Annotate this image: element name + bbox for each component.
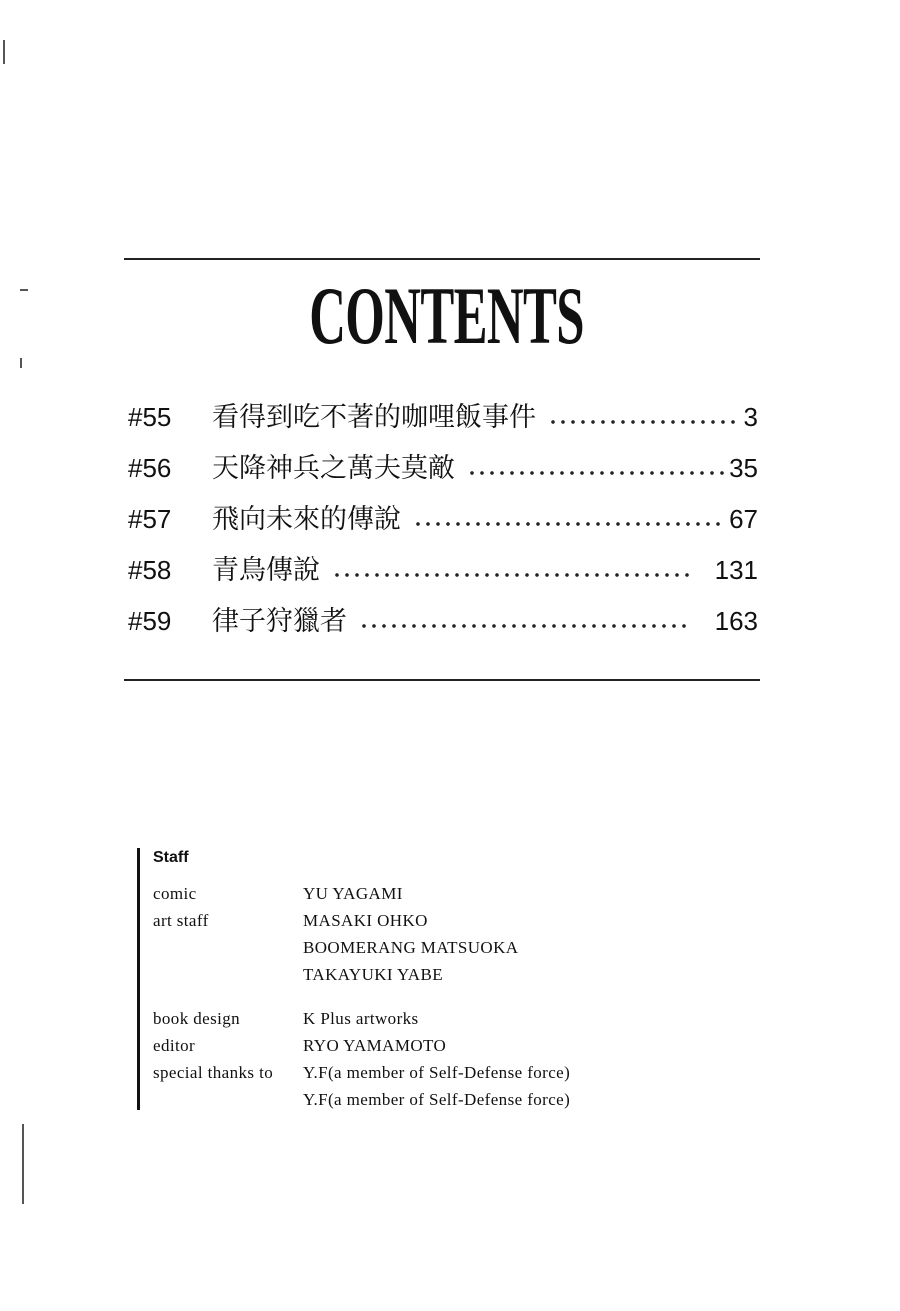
toc-entry[interactable] <box>128 494 758 545</box>
table-of-contents <box>128 392 758 647</box>
toc-entry[interactable] <box>128 545 758 596</box>
top-divider <box>124 258 760 260</box>
staff-credits <box>137 848 673 1110</box>
credit-name: MASAKI OHKO <box>303 911 428 930</box>
toc-entry[interactable] <box>128 596 758 647</box>
chapter-title: 天降神兵之萬夫莫敵 <box>212 453 455 484</box>
credit-editor <box>153 1032 673 1059</box>
credit-role: art staff <box>153 911 209 930</box>
credit-name: RYO YAMAMOTO <box>303 1036 447 1055</box>
credit-name: TAKAYUKI YABE <box>303 965 443 984</box>
chapter-number: #58 <box>128 555 172 585</box>
page-number: 3 <box>743 402 758 432</box>
scan-edge-mark <box>20 358 22 368</box>
credit-names <box>303 1032 673 1059</box>
bottom-divider <box>124 679 760 681</box>
page-title: CONTENTS <box>309 270 584 361</box>
page-number: 163 <box>714 606 758 636</box>
credit-role: comic <box>153 884 197 903</box>
dot-leader <box>548 420 738 424</box>
dot-leader <box>413 522 725 526</box>
credit-name: BOOMERANG MATSUOKA <box>303 938 519 957</box>
chapter-title: 青鳥傳說 <box>212 555 320 586</box>
scan-edge-mark <box>20 289 28 291</box>
chapter-number: #57 <box>128 504 172 534</box>
scan-edge-mark <box>3 40 5 64</box>
staff-heading: Staff <box>153 849 189 866</box>
credit-name: K Plus artworks <box>303 1009 419 1028</box>
credit-book-design <box>153 1005 673 1032</box>
credit-role: editor <box>153 1036 196 1055</box>
chapter-number: #55 <box>128 402 172 432</box>
credit-art-staff <box>153 907 673 988</box>
dot-leader <box>332 573 689 577</box>
credit-names <box>303 1059 673 1113</box>
dot-leader <box>467 471 725 475</box>
spacer <box>153 988 673 1005</box>
credit-comic <box>153 880 673 907</box>
dot-leader <box>359 624 689 628</box>
chapter-number: #56 <box>128 453 172 483</box>
chapter-title: 律子狩獵者 <box>212 606 347 637</box>
credit-special-thanks <box>153 1059 673 1113</box>
credit-names <box>303 907 673 988</box>
page-number: 67 <box>729 504 758 534</box>
credit-name: Y.F(a member of Self-Defense force) <box>303 1090 571 1109</box>
chapter-title: 看得到吃不著的咖哩飯事件 <box>212 402 536 433</box>
credit-names <box>303 880 673 907</box>
toc-entry[interactable] <box>128 443 758 494</box>
chapter-number: #59 <box>128 606 172 636</box>
scan-edge-mark <box>22 1124 24 1204</box>
page-number: 131 <box>714 555 758 585</box>
page-number: 35 <box>729 453 758 483</box>
credit-name: Y.F(a member of Self-Defense force) <box>303 1063 571 1082</box>
credit-name: YU YAGAMI <box>303 884 403 903</box>
toc-entry[interactable] <box>128 392 758 443</box>
credit-role: special thanks to <box>153 1063 274 1082</box>
credit-role: book design <box>153 1009 241 1028</box>
chapter-title: 飛向未來的傳說 <box>212 504 401 535</box>
credit-names <box>303 1005 673 1032</box>
